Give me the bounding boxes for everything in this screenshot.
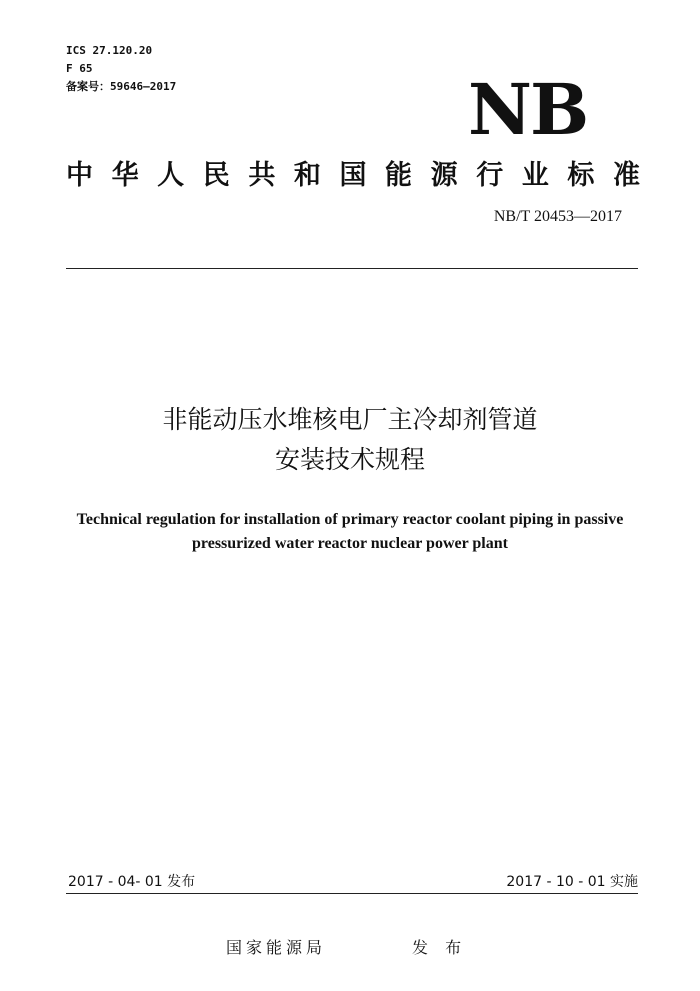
title-char: 标 [567,159,595,191]
title-char: 能 [385,159,413,191]
title-char: 行 [476,159,504,191]
publish-label: 发 布 [412,938,468,957]
nb-logo: NB [468,68,588,151]
document-title-cn [0,400,700,480]
title-cn-line2: 安装技术规程 [274,445,425,474]
title-char: 业 [521,159,549,191]
title-char: 民 [202,159,230,191]
standard-category-title [66,150,640,194]
record-number: 备案号：59646—2017 [66,80,177,93]
standard-code: NB/T 20453—2017 [493,208,622,225]
title-char: 源 [430,159,458,191]
title-char: 华 [111,159,139,191]
ccs-code: F 65 [66,62,93,75]
title-en-line1: Technical regulation for installation of primary reactor coolant piping in passive [76,511,624,528]
document-title-en [40,508,660,556]
title-char: 中 [66,159,93,191]
implement-date: 2017 - 10 - 01 实施 [506,874,638,890]
footer-divider [66,893,638,894]
header-divider [66,268,638,269]
title-en-line2: pressurized water reactor nuclear power plant [192,535,508,552]
title-cn-line1: 非能动压水堆核电厂主冷却剂管道 [162,405,538,434]
title-char: 和 [293,159,321,191]
title-char: 准 [612,159,640,191]
publish-date: 2017 - 04- 01 发布 [68,874,196,890]
title-char: 人 [157,159,185,191]
ics-code: ICS 27.120.20 [66,44,153,57]
title-char: 共 [248,159,276,191]
title-char: 国 [339,159,367,191]
issuing-authority: 国家能源局 [226,938,327,957]
